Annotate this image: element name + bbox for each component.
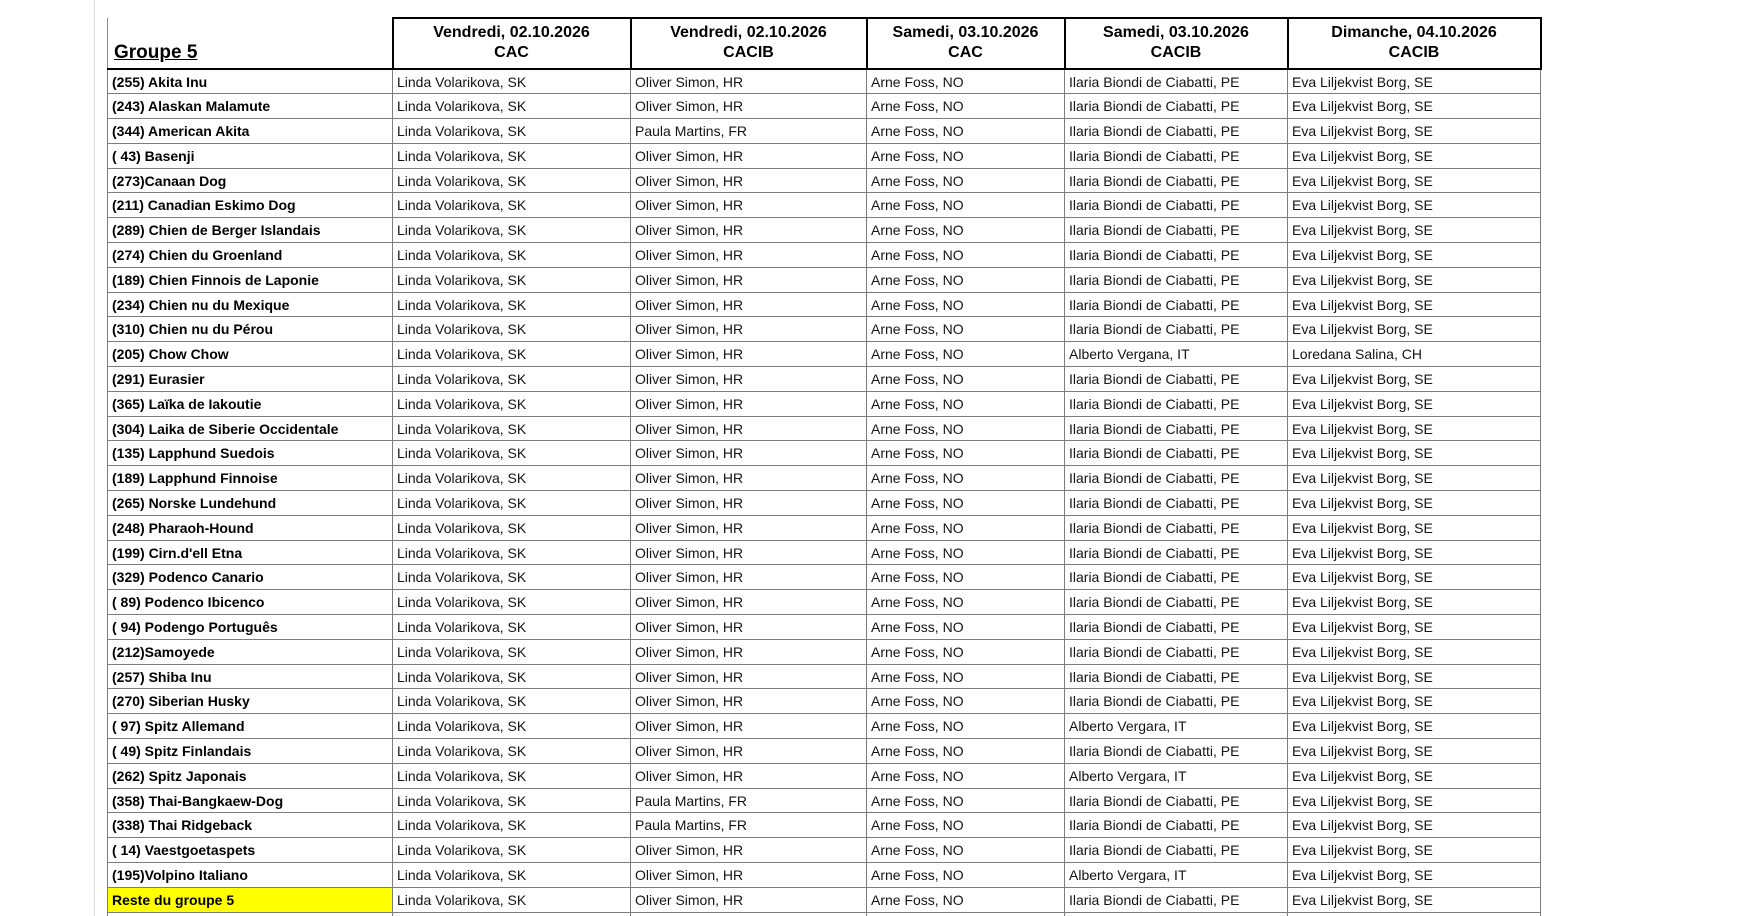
- judge-cell: Linda Volarikova, SK: [393, 739, 631, 764]
- judge-cell: Arne Foss, NO: [867, 69, 1065, 94]
- judge-cell: Paula Martins, FR: [631, 119, 867, 144]
- header-date-line: Vendredi, 02.10.2026: [670, 24, 827, 41]
- judge-cell: Eva Liljekvist Borg, SE: [1288, 491, 1541, 516]
- breed-cell: (255) Akita Inu: [108, 69, 393, 94]
- breed-cell: (212)Samoyede: [108, 639, 393, 664]
- judge-cell: Linda Volarikova, SK: [393, 615, 631, 640]
- judge-cell: Arne Foss, NO: [867, 863, 1065, 888]
- judge-cell: Eva Liljekvist Borg, SE: [1288, 317, 1541, 342]
- judge-cell: Loredana Salina, CH: [1288, 342, 1541, 367]
- judge-cell: Arne Foss, NO: [867, 739, 1065, 764]
- judge-cell: Linda Volarikova, SK: [393, 218, 631, 243]
- judge-cell: Linda Volarikova, SK: [393, 94, 631, 119]
- judge-cell: Linda Volarikova, SK: [393, 565, 631, 590]
- judge-cell: Oliver Simon, HR: [631, 863, 867, 888]
- judge-cell: Eva Liljekvist Borg, SE: [1288, 565, 1541, 590]
- judge-cell: Oliver Simon, HR: [631, 491, 867, 516]
- table-row: [108, 813, 1541, 838]
- judge-cell: Linda Volarikova, SK: [393, 69, 631, 94]
- table-row: [108, 119, 1541, 144]
- judge-cell: Eva Liljekvist Borg, SE: [1288, 119, 1541, 144]
- judge-cell: Linda Volarikova, SK: [393, 193, 631, 218]
- empty-cell: [108, 912, 393, 916]
- table-row: [108, 243, 1541, 268]
- breed-cell: (234) Chien nu du Mexique: [108, 292, 393, 317]
- table-row: [108, 515, 1541, 540]
- day-column-header: [1288, 18, 1541, 69]
- spreadsheet-page: [107, 17, 1542, 916]
- judge-cell: Eva Liljekvist Borg, SE: [1288, 218, 1541, 243]
- judge-cell: Ilaria Biondi de Ciabatti, PE: [1065, 143, 1288, 168]
- table-row: [108, 94, 1541, 119]
- judge-cell: Eva Liljekvist Borg, SE: [1288, 168, 1541, 193]
- table-row: [108, 193, 1541, 218]
- breed-cell: (270) Siberian Husky: [108, 689, 393, 714]
- breed-cell: (257) Shiba Inu: [108, 664, 393, 689]
- breed-cell: (211) Canadian Eskimo Dog: [108, 193, 393, 218]
- judge-cell: Arne Foss, NO: [867, 813, 1065, 838]
- breed-cell: (205) Chow Chow: [108, 342, 393, 367]
- judge-cell: Oliver Simon, HR: [631, 69, 867, 94]
- day-column-header: [631, 18, 867, 69]
- breed-cell: ( 94) Podengo Português: [108, 615, 393, 640]
- judge-cell: Ilaria Biondi de Ciabatti, PE: [1065, 267, 1288, 292]
- table-row: [108, 168, 1541, 193]
- table-row: [108, 441, 1541, 466]
- judge-cell: Eva Liljekvist Borg, SE: [1288, 267, 1541, 292]
- table-body: [108, 69, 1541, 912]
- table-row: [108, 863, 1541, 888]
- judge-cell: Linda Volarikova, SK: [393, 143, 631, 168]
- judge-cell: Ilaria Biondi de Ciabatti, PE: [1065, 515, 1288, 540]
- judge-cell: Eva Liljekvist Borg, SE: [1288, 69, 1541, 94]
- table-row: [108, 267, 1541, 292]
- judge-cell: Eva Liljekvist Borg, SE: [1288, 466, 1541, 491]
- empty-cell: [393, 912, 631, 916]
- judge-cell: Linda Volarikova, SK: [393, 887, 631, 912]
- judge-cell: Oliver Simon, HR: [631, 243, 867, 268]
- judge-cell: Ilaria Biondi de Ciabatti, PE: [1065, 887, 1288, 912]
- day-column-header: [867, 18, 1065, 69]
- breed-cell: (304) Laika de Siberie Occidentale: [108, 416, 393, 441]
- table-row: [108, 342, 1541, 367]
- judge-cell: Alberto Vergana, IT: [1065, 342, 1288, 367]
- judge-cell: Ilaria Biondi de Ciabatti, PE: [1065, 441, 1288, 466]
- table-row: [108, 143, 1541, 168]
- header-row: [108, 18, 1541, 69]
- breed-cell: (262) Spitz Japonais: [108, 763, 393, 788]
- breed-cell: (265) Norske Lundehund: [108, 491, 393, 516]
- judge-cell: Linda Volarikova, SK: [393, 863, 631, 888]
- judge-cell: Oliver Simon, HR: [631, 441, 867, 466]
- judge-cell: Arne Foss, NO: [867, 391, 1065, 416]
- table-row: [108, 540, 1541, 565]
- breed-cell: (195)Volpino Italiano: [108, 863, 393, 888]
- judge-cell: Arne Foss, NO: [867, 515, 1065, 540]
- judge-cell: Linda Volarikova, SK: [393, 441, 631, 466]
- judge-cell: Oliver Simon, HR: [631, 292, 867, 317]
- judge-cell: Alberto Vergara, IT: [1065, 763, 1288, 788]
- judge-cell: Eva Liljekvist Borg, SE: [1288, 143, 1541, 168]
- judge-cell: Linda Volarikova, SK: [393, 367, 631, 392]
- judge-cell: Eva Liljekvist Borg, SE: [1288, 367, 1541, 392]
- judge-cell: Linda Volarikova, SK: [393, 267, 631, 292]
- judge-cell: Arne Foss, NO: [867, 540, 1065, 565]
- judge-cell: Oliver Simon, HR: [631, 540, 867, 565]
- judge-cell: Ilaria Biondi de Ciabatti, PE: [1065, 838, 1288, 863]
- header-show-type-line: CAC: [948, 44, 983, 61]
- judge-cell: Arne Foss, NO: [867, 119, 1065, 144]
- table-row: [108, 292, 1541, 317]
- judge-cell: Oliver Simon, HR: [631, 664, 867, 689]
- judge-cell: Ilaria Biondi de Ciabatti, PE: [1065, 168, 1288, 193]
- judge-cell: Oliver Simon, HR: [631, 689, 867, 714]
- table-row: [108, 69, 1541, 94]
- judge-cell: Eva Liljekvist Borg, SE: [1288, 739, 1541, 764]
- table-header: [108, 18, 1541, 69]
- breed-cell: (338) Thai Ridgeback: [108, 813, 393, 838]
- judge-cell: Oliver Simon, HR: [631, 887, 867, 912]
- breed-cell: (365) Laïka de Iakoutie: [108, 391, 393, 416]
- judge-cell: Arne Foss, NO: [867, 639, 1065, 664]
- table-row: [108, 664, 1541, 689]
- empty-next-row: [108, 912, 1541, 916]
- judge-cell: Eva Liljekvist Borg, SE: [1288, 763, 1541, 788]
- judge-cell: Alberto Vergara, IT: [1065, 863, 1288, 888]
- judge-cell: Arne Foss, NO: [867, 292, 1065, 317]
- judge-cell: Linda Volarikova, SK: [393, 813, 631, 838]
- judge-cell: Eva Liljekvist Borg, SE: [1288, 540, 1541, 565]
- breed-cell: (358) Thai-Bangkaew-Dog: [108, 788, 393, 813]
- day-column-header: [1065, 18, 1288, 69]
- judge-cell: Oliver Simon, HR: [631, 565, 867, 590]
- table-row: [108, 218, 1541, 243]
- breed-cell: (274) Chien du Groenland: [108, 243, 393, 268]
- header-date-line: Samedi, 03.10.2026: [1103, 24, 1249, 41]
- judge-cell: Arne Foss, NO: [867, 441, 1065, 466]
- judge-cell: Eva Liljekvist Borg, SE: [1288, 714, 1541, 739]
- judge-cell: Linda Volarikova, SK: [393, 540, 631, 565]
- judge-cell: Arne Foss, NO: [867, 416, 1065, 441]
- judge-cell: Oliver Simon, HR: [631, 763, 867, 788]
- judge-cell: Eva Liljekvist Borg, SE: [1288, 515, 1541, 540]
- judge-cell: Eva Liljekvist Borg, SE: [1288, 416, 1541, 441]
- header-show-type-line: CACIB: [1388, 44, 1440, 61]
- judge-cell: Linda Volarikova, SK: [393, 168, 631, 193]
- judge-cell: Oliver Simon, HR: [631, 317, 867, 342]
- breed-cell: (189) Lapphund Finnoise: [108, 466, 393, 491]
- judge-cell: Oliver Simon, HR: [631, 218, 867, 243]
- judge-cell: Arne Foss, NO: [867, 763, 1065, 788]
- judge-cell: Ilaria Biondi de Ciabatti, PE: [1065, 119, 1288, 144]
- judge-cell: Arne Foss, NO: [867, 491, 1065, 516]
- judge-cell: Eva Liljekvist Borg, SE: [1288, 813, 1541, 838]
- judge-cell: Arne Foss, NO: [867, 193, 1065, 218]
- judge-cell: Ilaria Biondi de Ciabatti, PE: [1065, 69, 1288, 94]
- judge-cell: Arne Foss, NO: [867, 168, 1065, 193]
- judge-cell: Paula Martins, FR: [631, 813, 867, 838]
- breed-cell: (344) American Akita: [108, 119, 393, 144]
- header-show-type-line: CAC: [494, 44, 529, 61]
- judge-cell: Linda Volarikova, SK: [393, 466, 631, 491]
- judge-cell: Linda Volarikova, SK: [393, 689, 631, 714]
- judge-cell: Linda Volarikova, SK: [393, 639, 631, 664]
- judge-cell: Eva Liljekvist Borg, SE: [1288, 689, 1541, 714]
- judge-cell: Linda Volarikova, SK: [393, 342, 631, 367]
- judge-cell: Eva Liljekvist Borg, SE: [1288, 193, 1541, 218]
- judge-cell: Arne Foss, NO: [867, 243, 1065, 268]
- judge-cell: Paula Martins, FR: [631, 788, 867, 813]
- judge-cell: Linda Volarikova, SK: [393, 416, 631, 441]
- judge-cell: Arne Foss, NO: [867, 143, 1065, 168]
- judge-cell: Arne Foss, NO: [867, 267, 1065, 292]
- judge-cell: Arne Foss, NO: [867, 342, 1065, 367]
- judge-cell: Linda Volarikova, SK: [393, 838, 631, 863]
- judge-cell: Arne Foss, NO: [867, 689, 1065, 714]
- breed-cell: (291) Eurasier: [108, 367, 393, 392]
- breed-cell: (248) Pharaoh-Hound: [108, 515, 393, 540]
- judge-cell: Oliver Simon, HR: [631, 590, 867, 615]
- judge-cell: Ilaria Biondi de Ciabatti, PE: [1065, 317, 1288, 342]
- judge-cell: Arne Foss, NO: [867, 367, 1065, 392]
- judge-cell: Ilaria Biondi de Ciabatti, PE: [1065, 689, 1288, 714]
- judge-cell: Oliver Simon, HR: [631, 838, 867, 863]
- judge-cell: Arne Foss, NO: [867, 94, 1065, 119]
- judge-cell: Ilaria Biondi de Ciabatti, PE: [1065, 590, 1288, 615]
- table-row: [108, 763, 1541, 788]
- judge-cell: Ilaria Biondi de Ciabatti, PE: [1065, 367, 1288, 392]
- judge-cell: Oliver Simon, HR: [631, 391, 867, 416]
- judge-cell: Eva Liljekvist Borg, SE: [1288, 887, 1541, 912]
- page-margin-gridline: [94, 0, 95, 916]
- header-date-line: Vendredi, 02.10.2026: [433, 24, 590, 41]
- breed-cell: (199) Cirn.d'ell Etna: [108, 540, 393, 565]
- judge-cell: Oliver Simon, HR: [631, 94, 867, 119]
- judge-cell: Linda Volarikova, SK: [393, 317, 631, 342]
- table-row: [108, 491, 1541, 516]
- table-row: [108, 887, 1541, 912]
- judge-cell: Arne Foss, NO: [867, 317, 1065, 342]
- header-show-type-line: CACIB: [1150, 44, 1202, 61]
- judge-cell: Ilaria Biondi de Ciabatti, PE: [1065, 218, 1288, 243]
- header-date-line: Dimanche, 04.10.2026: [1331, 24, 1497, 41]
- judge-cell: Ilaria Biondi de Ciabatti, PE: [1065, 664, 1288, 689]
- judge-cell: Oliver Simon, HR: [631, 416, 867, 441]
- group-title: Groupe 5: [108, 18, 393, 69]
- judge-cell: Ilaria Biondi de Ciabatti, PE: [1065, 193, 1288, 218]
- judge-cell: Ilaria Biondi de Ciabatti, PE: [1065, 615, 1288, 640]
- judge-cell: Eva Liljekvist Borg, SE: [1288, 243, 1541, 268]
- judge-cell: Linda Volarikova, SK: [393, 391, 631, 416]
- breed-cell: (243) Alaskan Malamute: [108, 94, 393, 119]
- day-column-header: [393, 18, 631, 69]
- judge-cell: Eva Liljekvist Borg, SE: [1288, 639, 1541, 664]
- judge-cell: Linda Volarikova, SK: [393, 491, 631, 516]
- judge-cell: Arne Foss, NO: [867, 615, 1065, 640]
- judge-cell: Ilaria Biondi de Ciabatti, PE: [1065, 94, 1288, 119]
- judge-cell: Ilaria Biondi de Ciabatti, PE: [1065, 739, 1288, 764]
- judge-cell: Oliver Simon, HR: [631, 739, 867, 764]
- breed-cell: (289) Chien de Berger Islandais: [108, 218, 393, 243]
- judge-cell: Linda Volarikova, SK: [393, 515, 631, 540]
- empty-cell: [867, 912, 1065, 916]
- breed-cell: ( 49) Spitz Finlandais: [108, 739, 393, 764]
- judge-cell: Oliver Simon, HR: [631, 267, 867, 292]
- judge-cell: Eva Liljekvist Borg, SE: [1288, 788, 1541, 813]
- table-row: [108, 391, 1541, 416]
- table-row: [108, 466, 1541, 491]
- judge-cell: Oliver Simon, HR: [631, 515, 867, 540]
- judge-cell: Linda Volarikova, SK: [393, 788, 631, 813]
- table-row: [108, 838, 1541, 863]
- judge-cell: Ilaria Biondi de Ciabatti, PE: [1065, 292, 1288, 317]
- breed-cell: ( 43) Basenji: [108, 143, 393, 168]
- table-row: [108, 788, 1541, 813]
- judge-cell: Arne Foss, NO: [867, 565, 1065, 590]
- judge-cell: Eva Liljekvist Borg, SE: [1288, 94, 1541, 119]
- judging-schedule-table: [107, 17, 1542, 916]
- judge-cell: Linda Volarikova, SK: [393, 763, 631, 788]
- judge-cell: Oliver Simon, HR: [631, 639, 867, 664]
- judge-cell: Eva Liljekvist Borg, SE: [1288, 590, 1541, 615]
- judge-cell: Eva Liljekvist Borg, SE: [1288, 441, 1541, 466]
- judge-cell: Oliver Simon, HR: [631, 193, 867, 218]
- table-footer-stub: [108, 912, 1541, 916]
- table-row: [108, 367, 1541, 392]
- judge-cell: Linda Volarikova, SK: [393, 714, 631, 739]
- judge-cell: Eva Liljekvist Borg, SE: [1288, 615, 1541, 640]
- judge-cell: Linda Volarikova, SK: [393, 119, 631, 144]
- judge-cell: Eva Liljekvist Borg, SE: [1288, 292, 1541, 317]
- judge-cell: Arne Foss, NO: [867, 788, 1065, 813]
- empty-cell: [1065, 912, 1288, 916]
- judge-cell: Linda Volarikova, SK: [393, 664, 631, 689]
- judge-cell: Arne Foss, NO: [867, 218, 1065, 243]
- judge-cell: Eva Liljekvist Borg, SE: [1288, 863, 1541, 888]
- judge-cell: Ilaria Biondi de Ciabatti, PE: [1065, 565, 1288, 590]
- judge-cell: Linda Volarikova, SK: [393, 292, 631, 317]
- breed-cell: (273)Canaan Dog: [108, 168, 393, 193]
- breed-cell: (310) Chien nu du Pérou: [108, 317, 393, 342]
- highlighted-breed-cell: Reste du groupe 5: [108, 887, 393, 912]
- empty-cell: [631, 912, 867, 916]
- judge-cell: Oliver Simon, HR: [631, 168, 867, 193]
- judge-cell: Ilaria Biondi de Ciabatti, PE: [1065, 391, 1288, 416]
- judge-cell: Oliver Simon, HR: [631, 714, 867, 739]
- judge-cell: Arne Foss, NO: [867, 887, 1065, 912]
- judge-cell: Linda Volarikova, SK: [393, 243, 631, 268]
- table-row: [108, 565, 1541, 590]
- judge-cell: Ilaria Biondi de Ciabatti, PE: [1065, 813, 1288, 838]
- judge-cell: Eva Liljekvist Borg, SE: [1288, 664, 1541, 689]
- header-date-line: Samedi, 03.10.2026: [892, 24, 1039, 41]
- judge-cell: Alberto Vergara, IT: [1065, 714, 1288, 739]
- judge-cell: Ilaria Biondi de Ciabatti, PE: [1065, 466, 1288, 491]
- judge-cell: Arne Foss, NO: [867, 466, 1065, 491]
- judge-cell: Oliver Simon, HR: [631, 367, 867, 392]
- table-row: [108, 615, 1541, 640]
- judge-cell: Linda Volarikova, SK: [393, 590, 631, 615]
- judge-cell: Ilaria Biondi de Ciabatti, PE: [1065, 639, 1288, 664]
- judge-cell: Arne Foss, NO: [867, 664, 1065, 689]
- table-row: [108, 416, 1541, 441]
- judge-cell: Oliver Simon, HR: [631, 615, 867, 640]
- breed-cell: ( 14) Vaestgoetaspets: [108, 838, 393, 863]
- judge-cell: Eva Liljekvist Borg, SE: [1288, 838, 1541, 863]
- header-show-type-line: CACIB: [723, 44, 774, 61]
- judge-cell: Ilaria Biondi de Ciabatti, PE: [1065, 491, 1288, 516]
- judge-cell: Eva Liljekvist Borg, SE: [1288, 391, 1541, 416]
- judge-cell: Oliver Simon, HR: [631, 342, 867, 367]
- table-row: [108, 590, 1541, 615]
- judge-cell: Arne Foss, NO: [867, 838, 1065, 863]
- breed-cell: (329) Podenco Canario: [108, 565, 393, 590]
- breed-cell: (135) Lapphund Suedois: [108, 441, 393, 466]
- judge-cell: Ilaria Biondi de Ciabatti, PE: [1065, 243, 1288, 268]
- table-row: [108, 317, 1541, 342]
- breed-cell: (189) Chien Finnois de Laponie: [108, 267, 393, 292]
- breed-cell: ( 97) Spitz Allemand: [108, 714, 393, 739]
- judge-cell: Arne Foss, NO: [867, 714, 1065, 739]
- empty-cell: [1288, 912, 1541, 916]
- judge-cell: Oliver Simon, HR: [631, 143, 867, 168]
- table-row: [108, 714, 1541, 739]
- table-row: [108, 639, 1541, 664]
- judge-cell: Ilaria Biondi de Ciabatti, PE: [1065, 540, 1288, 565]
- judge-cell: Oliver Simon, HR: [631, 466, 867, 491]
- judge-cell: Arne Foss, NO: [867, 590, 1065, 615]
- judge-cell: Ilaria Biondi de Ciabatti, PE: [1065, 416, 1288, 441]
- table-row: [108, 739, 1541, 764]
- judge-cell: Ilaria Biondi de Ciabatti, PE: [1065, 788, 1288, 813]
- breed-cell: ( 89) Podenco Ibicenco: [108, 590, 393, 615]
- table-row: [108, 689, 1541, 714]
